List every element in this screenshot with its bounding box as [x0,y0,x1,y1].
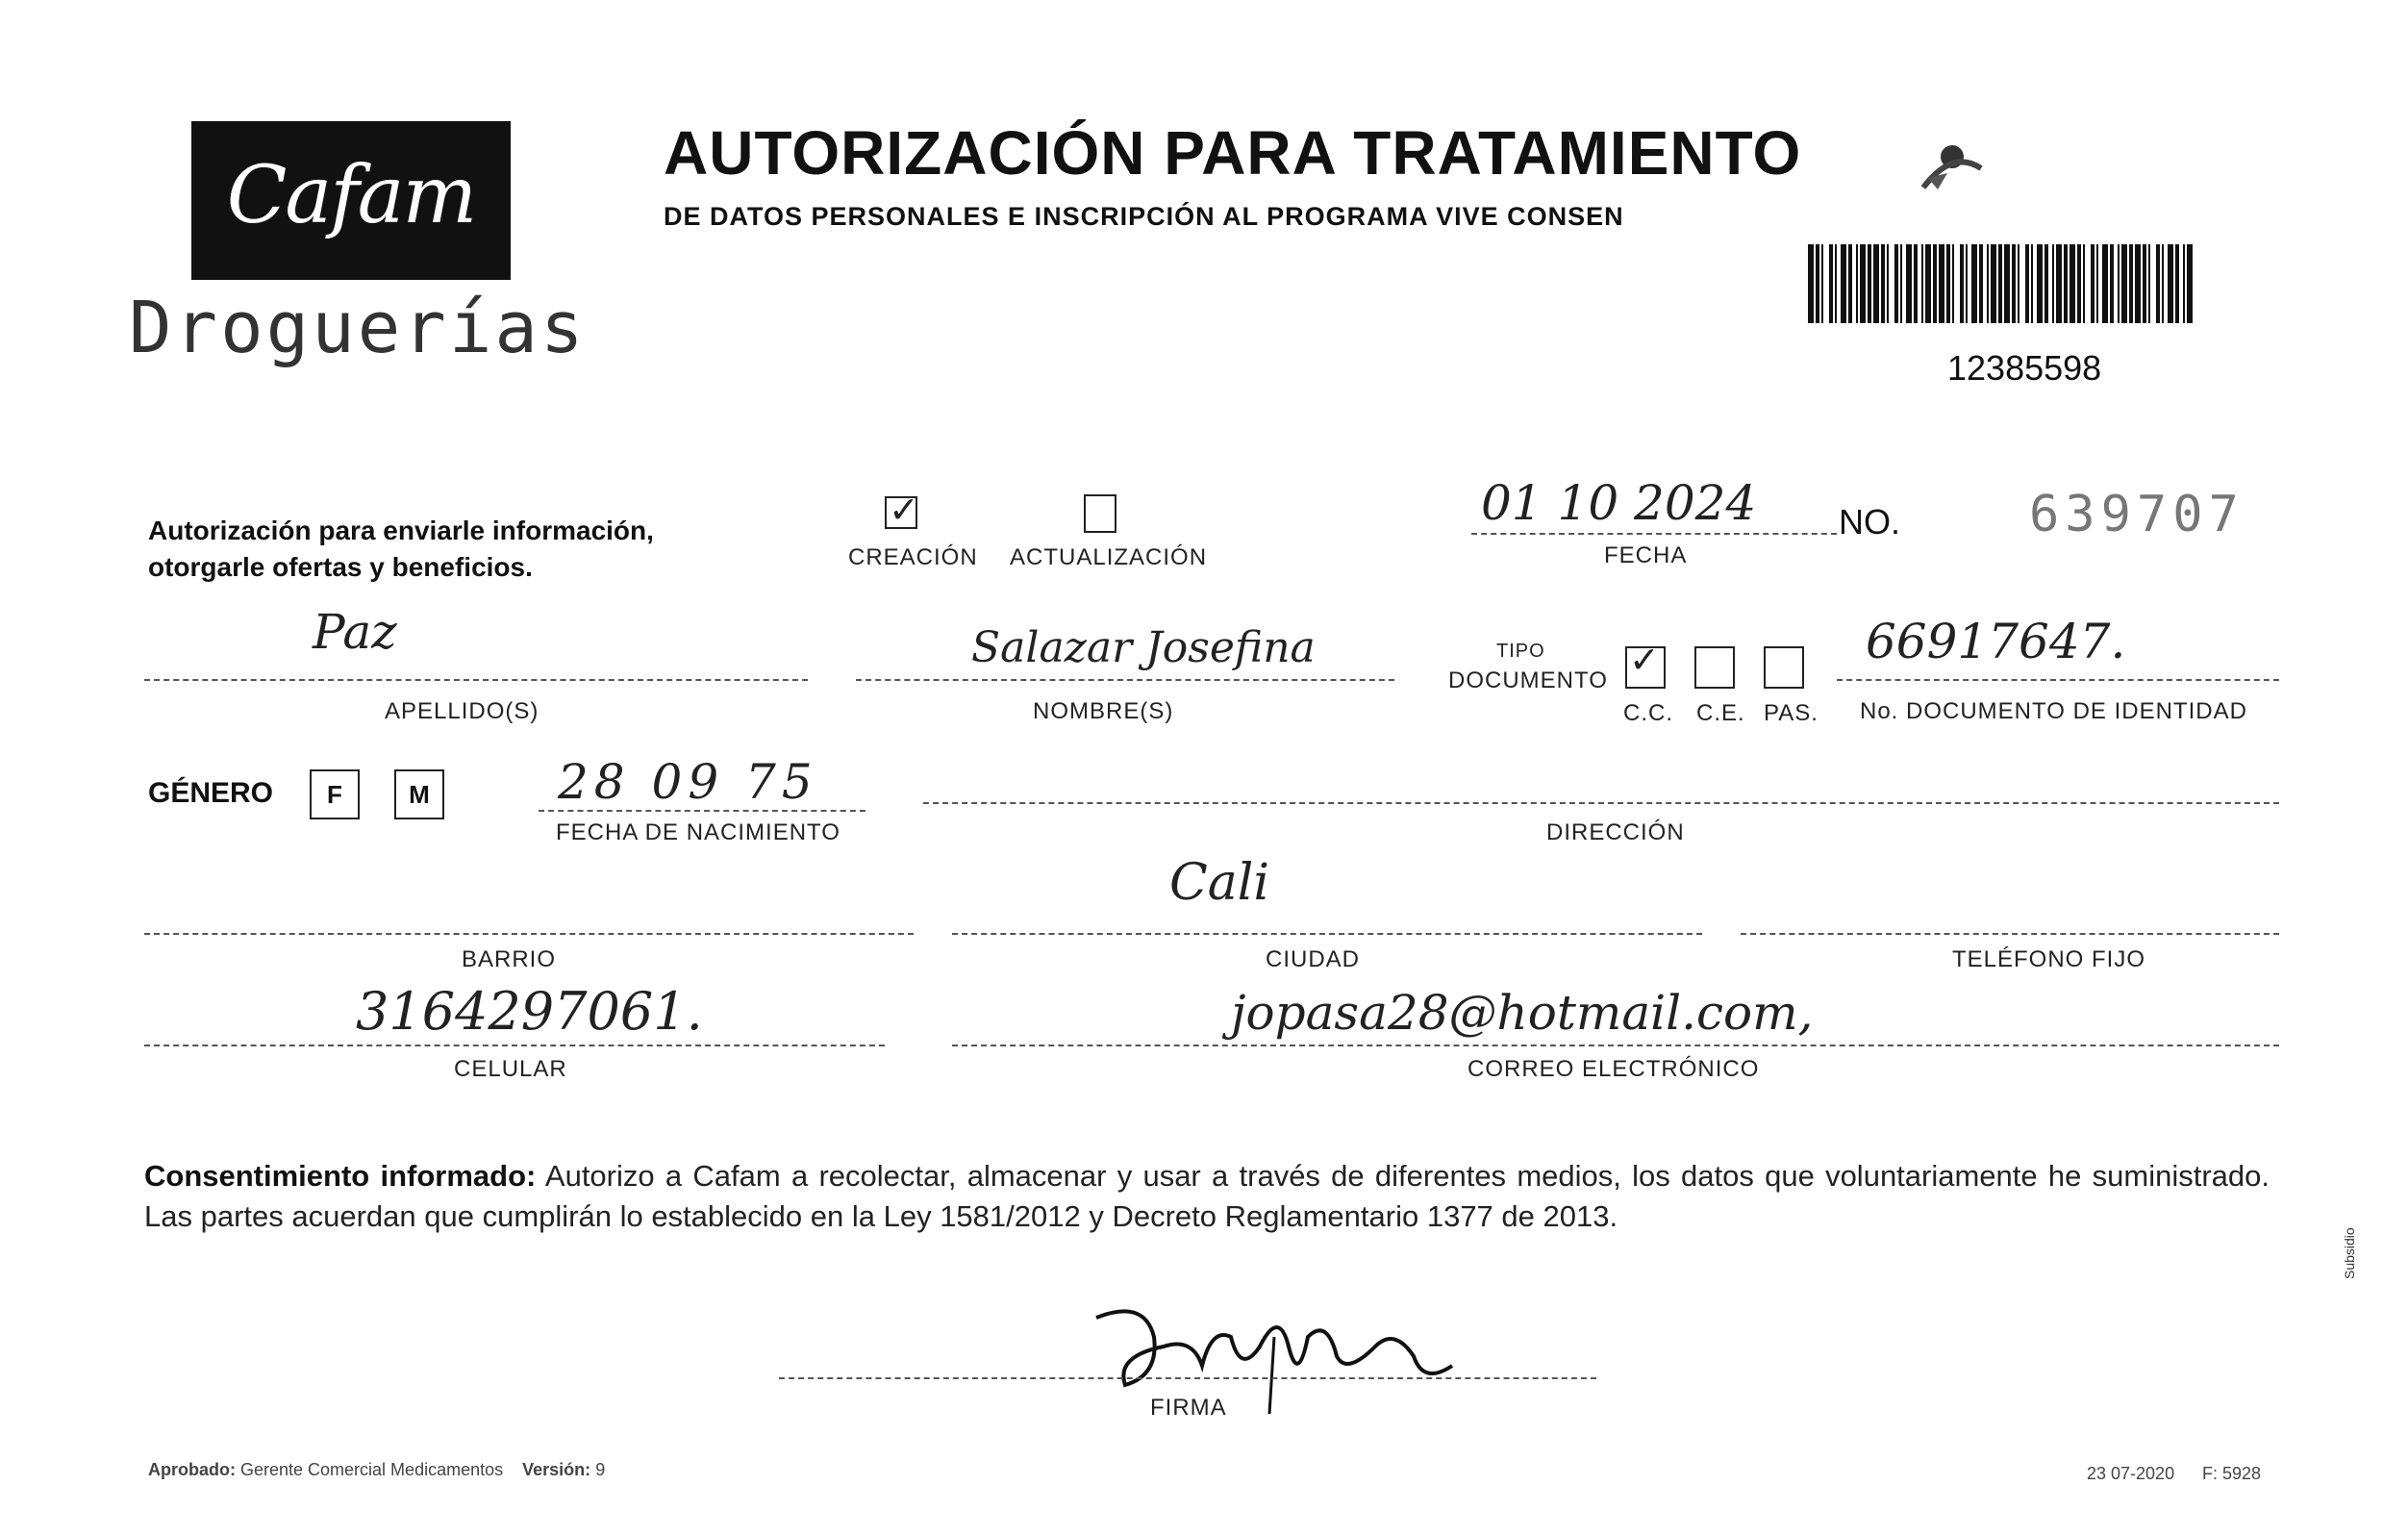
cc-checkbox[interactable] [1625,646,1666,689]
actualizacion-label: ACTUALIZACIÓN [1010,544,1208,570]
apellido-value: Paz [313,604,397,660]
side-text: Subsidio [2342,1227,2357,1279]
emblem-icon [1914,130,1991,197]
nacimiento-line [539,810,865,812]
apellido-line [144,679,808,681]
aprobado-label: Aprobado: [148,1460,236,1479]
telefono-label: TELÉFONO FIJO [1952,946,2146,972]
barcode [1808,244,2197,323]
form-title: AUTORIZACIÓN PARA TRATAMIENTO [664,118,1802,188]
barrio-label: BARRIO [462,946,557,972]
consent-title: Consentimiento informado: [144,1159,537,1193]
ciudad-label: CIUDAD [1266,946,1361,972]
celular-label: CELULAR [454,1056,567,1082]
consent-text: Autorizo a Cafam a recolectar, almacenar y usar a través de diferentes medios, los datos que voluntariamente he suministrado. Las partes acuerdan que cumplirán lo establecido en la Ley 1581/2012 y Decreto Reglamentario 1377 de 2013. [144,1159,2270,1233]
nombre-value: Salazar Josefina [971,623,1316,672]
documento-numero-label: No. DOCUMENTO DE IDENTIDAD [1860,698,2247,724]
brand-subtitle: Droguerías [129,287,587,369]
direccion-line [923,802,2279,804]
documento-label: DOCUMENTO [1448,667,1608,693]
apellido-label: APELLIDO(S) [385,698,539,724]
tipo-label: TIPO [1496,641,1545,662]
creacion-label: CREACIÓN [848,544,978,570]
version-label: Versión: [522,1460,591,1479]
auth-label-line2: otorgarle ofertas y beneficios. [148,552,533,582]
gender-m-label: M [409,780,430,809]
barrio-line [144,933,914,935]
form-number: 639707 [2029,486,2245,543]
nombre-label: NOMBRE(S) [1033,698,1174,724]
barcode-number: 12385598 [1947,348,2102,388]
correo-label: CORREO ELECTRÓNICO [1467,1056,1760,1082]
ciudad-value: Cali [1169,854,1270,912]
auth-label-line1: Autorización para enviarle información, [148,516,654,545]
nacimiento-label: FECHA DE NACIMIENTO [556,819,840,845]
form-subtitle: DE DATOS PERSONALES E INSCRIPCIÓN AL PROGRAMA VIVE CONSEN [664,202,1624,231]
signature-line [779,1377,1596,1379]
footer-date: 23 07-2020 [2087,1464,2175,1483]
fecha-value: 01 10 2024 [1481,475,1757,531]
footer-approved [148,1460,605,1480]
creacion-checkbox[interactable] [885,496,917,529]
ce-label: C.E. [1696,700,1745,726]
pas-label: PAS. [1764,700,1819,726]
celular-value: 3164297061. [356,981,703,1042]
fecha-label: FECHA [1604,542,1688,568]
nacimiento-value: 28 09 75 [558,754,818,810]
direccion-label: DIRECCIÓN [1546,819,1685,845]
ce-checkbox[interactable] [1694,646,1735,689]
genero-label: GÉNERO [148,777,274,809]
correo-value: jopasa28@hotmail.com, [1231,985,1814,1041]
no-label: NO. [1839,502,1901,541]
telefono-line [1741,933,2279,935]
documento-line [1837,679,2279,681]
documento-value: 66917647. [1866,614,2126,669]
actualizacion-checkbox[interactable] [1084,494,1116,533]
consent-paragraph [144,1156,2270,1237]
fecha-line [1471,533,1837,535]
version-value: 9 [595,1460,606,1479]
celular-line [144,1045,885,1046]
aprobado-value: Gerente Comercial Medicamentos [240,1460,504,1479]
gender-m-checkbox[interactable] [394,769,444,819]
cc-label: C.C. [1623,700,1673,726]
ciudad-line [952,933,1702,935]
signature-image [1087,1279,1491,1423]
firma-label: FIRMA [1150,1395,1227,1421]
footer-form-code: F: 5928 [2202,1464,2262,1483]
cafam-logo [191,121,511,280]
pas-checkbox[interactable] [1764,646,1804,689]
correo-line [952,1045,2279,1046]
nombre-line [856,679,1394,681]
logo-text: Cafam [226,150,476,241]
gender-f-label: F [327,780,342,809]
gender-f-checkbox[interactable] [310,769,360,819]
